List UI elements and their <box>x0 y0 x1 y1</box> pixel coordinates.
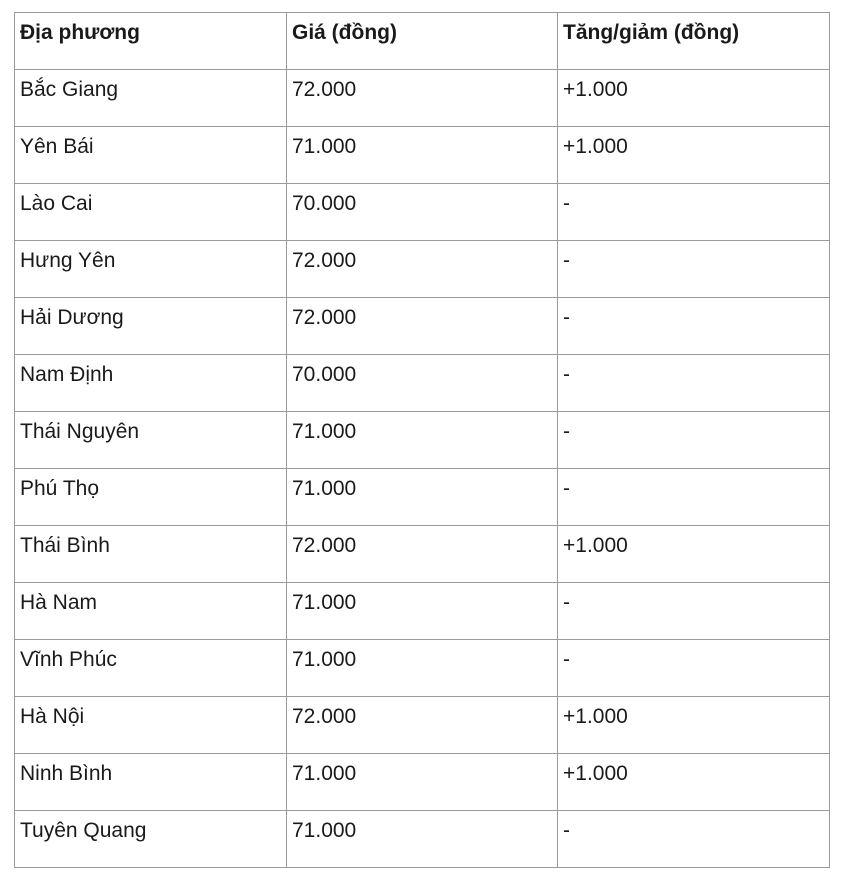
header-row <box>15 13 830 70</box>
cell-price: 72.000 <box>287 697 558 754</box>
cell-change: +1.000 <box>558 526 830 583</box>
cell-change: - <box>558 640 830 697</box>
cell-location: Tuyên Quang <box>15 811 287 868</box>
table-row <box>15 811 830 868</box>
table-row <box>15 184 830 241</box>
cell-location: Bắc Giang <box>15 70 287 127</box>
cell-price: 71.000 <box>287 583 558 640</box>
cell-change: - <box>558 412 830 469</box>
cell-price: 71.000 <box>287 811 558 868</box>
header-change: Tăng/giảm (đồng) <box>558 13 830 70</box>
table-row <box>15 127 830 184</box>
price-table <box>14 12 830 868</box>
cell-location: Vĩnh Phúc <box>15 640 287 697</box>
cell-change: +1.000 <box>558 70 830 127</box>
cell-price: 72.000 <box>287 526 558 583</box>
cell-price: 72.000 <box>287 298 558 355</box>
cell-location: Thái Bình <box>15 526 287 583</box>
cell-change: +1.000 <box>558 754 830 811</box>
cell-change: - <box>558 583 830 640</box>
table-row <box>15 754 830 811</box>
header-price: Giá (đồng) <box>287 13 558 70</box>
table-row <box>15 640 830 697</box>
cell-location: Ninh Bình <box>15 754 287 811</box>
cell-change: - <box>558 811 830 868</box>
cell-location: Yên Bái <box>15 127 287 184</box>
table-body <box>15 70 830 868</box>
cell-location: Hưng Yên <box>15 241 287 298</box>
cell-change: +1.000 <box>558 127 830 184</box>
cell-price: 70.000 <box>287 184 558 241</box>
cell-price: 71.000 <box>287 754 558 811</box>
cell-change: - <box>558 298 830 355</box>
table-header <box>15 13 830 70</box>
table-row <box>15 70 830 127</box>
table-row <box>15 355 830 412</box>
cell-location: Nam Định <box>15 355 287 412</box>
cell-change: - <box>558 241 830 298</box>
table-row <box>15 469 830 526</box>
table-row <box>15 241 830 298</box>
cell-change: - <box>558 355 830 412</box>
cell-price: 71.000 <box>287 127 558 184</box>
cell-price: 71.000 <box>287 412 558 469</box>
cell-location: Phú Thọ <box>15 469 287 526</box>
cell-price: 71.000 <box>287 640 558 697</box>
table-row <box>15 583 830 640</box>
cell-location: Lào Cai <box>15 184 287 241</box>
cell-location: Hà Nội <box>15 697 287 754</box>
header-location: Địa phương <box>15 13 287 70</box>
cell-price: 72.000 <box>287 70 558 127</box>
cell-price: 70.000 <box>287 355 558 412</box>
cell-change: - <box>558 469 830 526</box>
table-row <box>15 697 830 754</box>
cell-location: Thái Nguyên <box>15 412 287 469</box>
cell-change: - <box>558 184 830 241</box>
cell-location: Hải Dương <box>15 298 287 355</box>
table-row <box>15 298 830 355</box>
cell-price: 71.000 <box>287 469 558 526</box>
cell-location: Hà Nam <box>15 583 287 640</box>
table-row <box>15 412 830 469</box>
table-row <box>15 526 830 583</box>
cell-price: 72.000 <box>287 241 558 298</box>
cell-change: +1.000 <box>558 697 830 754</box>
